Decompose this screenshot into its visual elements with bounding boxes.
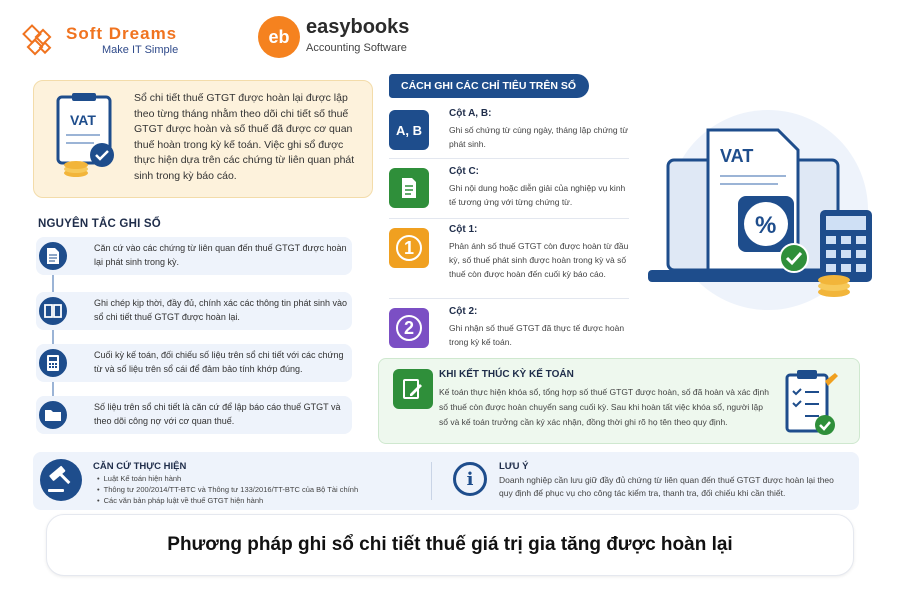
divider xyxy=(389,218,629,219)
column-ab-badge: A, B xyxy=(389,110,429,150)
intro-text: Sổ chi tiết thuế GTGT được hoàn lại được lập theo từng tháng nhằm theo dõi chi tiết số thuế GTGT được hoàn và số thuế đã được cơ quan thuế hoàn trong kỳ kế toán. Việc ghi sổ được thực hiện dựa trên các chứng từ liên quan phát sinh trong kỳ báo cáo. xyxy=(134,92,355,182)
references-bar xyxy=(33,452,859,510)
column-row xyxy=(389,306,629,350)
column-title: Cột C: xyxy=(449,166,479,177)
principle-text: Căn cứ vào các chứng từ liên quan đến thuế GTGT được hoàn lại phát sinh trong kỳ. xyxy=(94,243,347,267)
info-icon: i xyxy=(453,462,487,496)
divider xyxy=(389,158,629,159)
list-item: • Luật Kế toán hiện hành xyxy=(97,473,358,484)
list-item: • Các văn bản pháp luật về thuế GTGT hiện hành xyxy=(97,495,358,506)
columns-guide-title: CÁCH GHI CÁC CHỈ TIÊU TRÊN SỔ xyxy=(389,74,589,98)
principle-row xyxy=(36,292,352,330)
percent-symbol: % xyxy=(755,212,777,239)
column-desc: Ghi nhận số thuế GTGT đã thực tế được hoàn trong kỳ kế toán. xyxy=(449,323,625,347)
principle-row xyxy=(36,396,352,434)
softdreams-logo xyxy=(22,20,212,60)
document-lines-icon xyxy=(389,168,429,208)
column-title: Cột 1: xyxy=(449,224,478,235)
column-2-badge xyxy=(389,308,429,348)
easybooks-brand: easybooks xyxy=(306,16,410,38)
vat-illustration xyxy=(648,100,888,310)
softdreams-tagline: Make IT Simple xyxy=(102,44,179,56)
easybooks-mark: eb xyxy=(258,16,300,58)
column-1-badge xyxy=(389,228,429,268)
column-desc: Ghi nội dung hoặc diễn giải của nghiệp vụ kinh tế tương ứng với từng chứng từ. xyxy=(449,183,626,207)
gavel-icon xyxy=(39,458,83,502)
column-title: Cột A, B: xyxy=(449,108,492,119)
illustration-vat-badge: VAT xyxy=(720,146,754,166)
document-icon xyxy=(36,239,70,273)
softdreams-brand: Soft Dreams xyxy=(66,24,178,43)
book-icon xyxy=(36,294,70,328)
column-1-number: 1 xyxy=(396,235,422,261)
edit-document-icon xyxy=(393,369,433,409)
period-end-card xyxy=(378,358,860,444)
easybooks-logo xyxy=(258,14,418,60)
vat-document-icon xyxy=(50,91,128,189)
column-row xyxy=(389,108,629,158)
intro-vat-badge: VAT xyxy=(70,112,96,128)
principle-text: Số liệu trên sổ chi tiết là căn cứ để lập báo cáo thuế GTGT và theo dõi công nợ với cơ quan thuế. xyxy=(94,402,341,426)
column-title: Cột 2: xyxy=(449,306,478,317)
column-2-number: 2 xyxy=(396,315,422,341)
page-caption: Phương pháp ghi sổ chi tiết thuế giá trị gia tăng được hoàn lại xyxy=(46,514,854,576)
principle-text: Ghi chép kịp thời, đầy đủ, chính xác các thông tin phát sinh vào sổ chi tiết thuế GTGT được hoàn lại. xyxy=(94,298,348,322)
list-item: • Thông tư 200/2014/TT-BTC và Thông tư 133/2016/TT-BTC của Bộ Tài chính xyxy=(97,484,358,495)
legal-basis-title: CĂN CỨ THỰC HIỆN xyxy=(93,461,187,472)
principle-row xyxy=(36,344,352,382)
principle-row xyxy=(36,237,352,275)
principles-title: NGUYÊN TẮC GHI SỔ xyxy=(38,218,161,230)
column-desc: Phản ánh số thuế GTGT còn được hoàn từ đầu kỳ, số thuế phát sinh được hoàn trong kỳ và số thuế còn được hoàn đến cuối kỳ báo cáo. xyxy=(449,241,629,279)
period-end-text: Kế toán thực hiện khóa sổ, tổng hợp số thuế GTGT được hoàn, số đã hoàn và xác định số thuế còn được hoàn chuyển sang cuối kỳ. Sau khi hoàn tất việc khóa sổ, người lập sổ và kế toán trưởng cần ký xác nhận, đồng thời ghi rõ họ tên theo quy định. xyxy=(439,387,769,427)
folder-icon xyxy=(36,398,70,432)
period-end-title: KHI KẾT THÚC KỲ KẾ TOÁN xyxy=(439,369,574,380)
checklist-clipboard-icon xyxy=(781,367,841,439)
easybooks-tagline: Accounting Software xyxy=(306,42,407,54)
column-row xyxy=(389,224,629,294)
note-title: LƯU Ý xyxy=(499,461,529,472)
column-row xyxy=(389,166,629,218)
principle-text: Cuối kỳ kế toán, đối chiếu số liệu trên sổ chi tiết với các chứng từ và số liệu trên sổ cái để đảm bảo tính khớp đúng. xyxy=(94,350,344,374)
divider xyxy=(389,298,629,299)
note-text: Doanh nghiệp cần lưu giữ đầy đủ chứng từ liên quan đến thuế GTGT được hoàn lại theo quy định để phục vụ cho công tác kiểm tra, thanh tra, đối chiếu khi cần thiết. xyxy=(499,475,834,498)
softdreams-logo-mark-icon xyxy=(22,24,56,58)
calculator-icon xyxy=(36,346,70,380)
legal-basis-list xyxy=(97,473,358,506)
intro-card xyxy=(33,80,373,198)
column-desc: Ghi số chứng từ cùng ngày, tháng lập chứng từ phát sinh. xyxy=(449,125,629,149)
divider xyxy=(431,462,432,500)
